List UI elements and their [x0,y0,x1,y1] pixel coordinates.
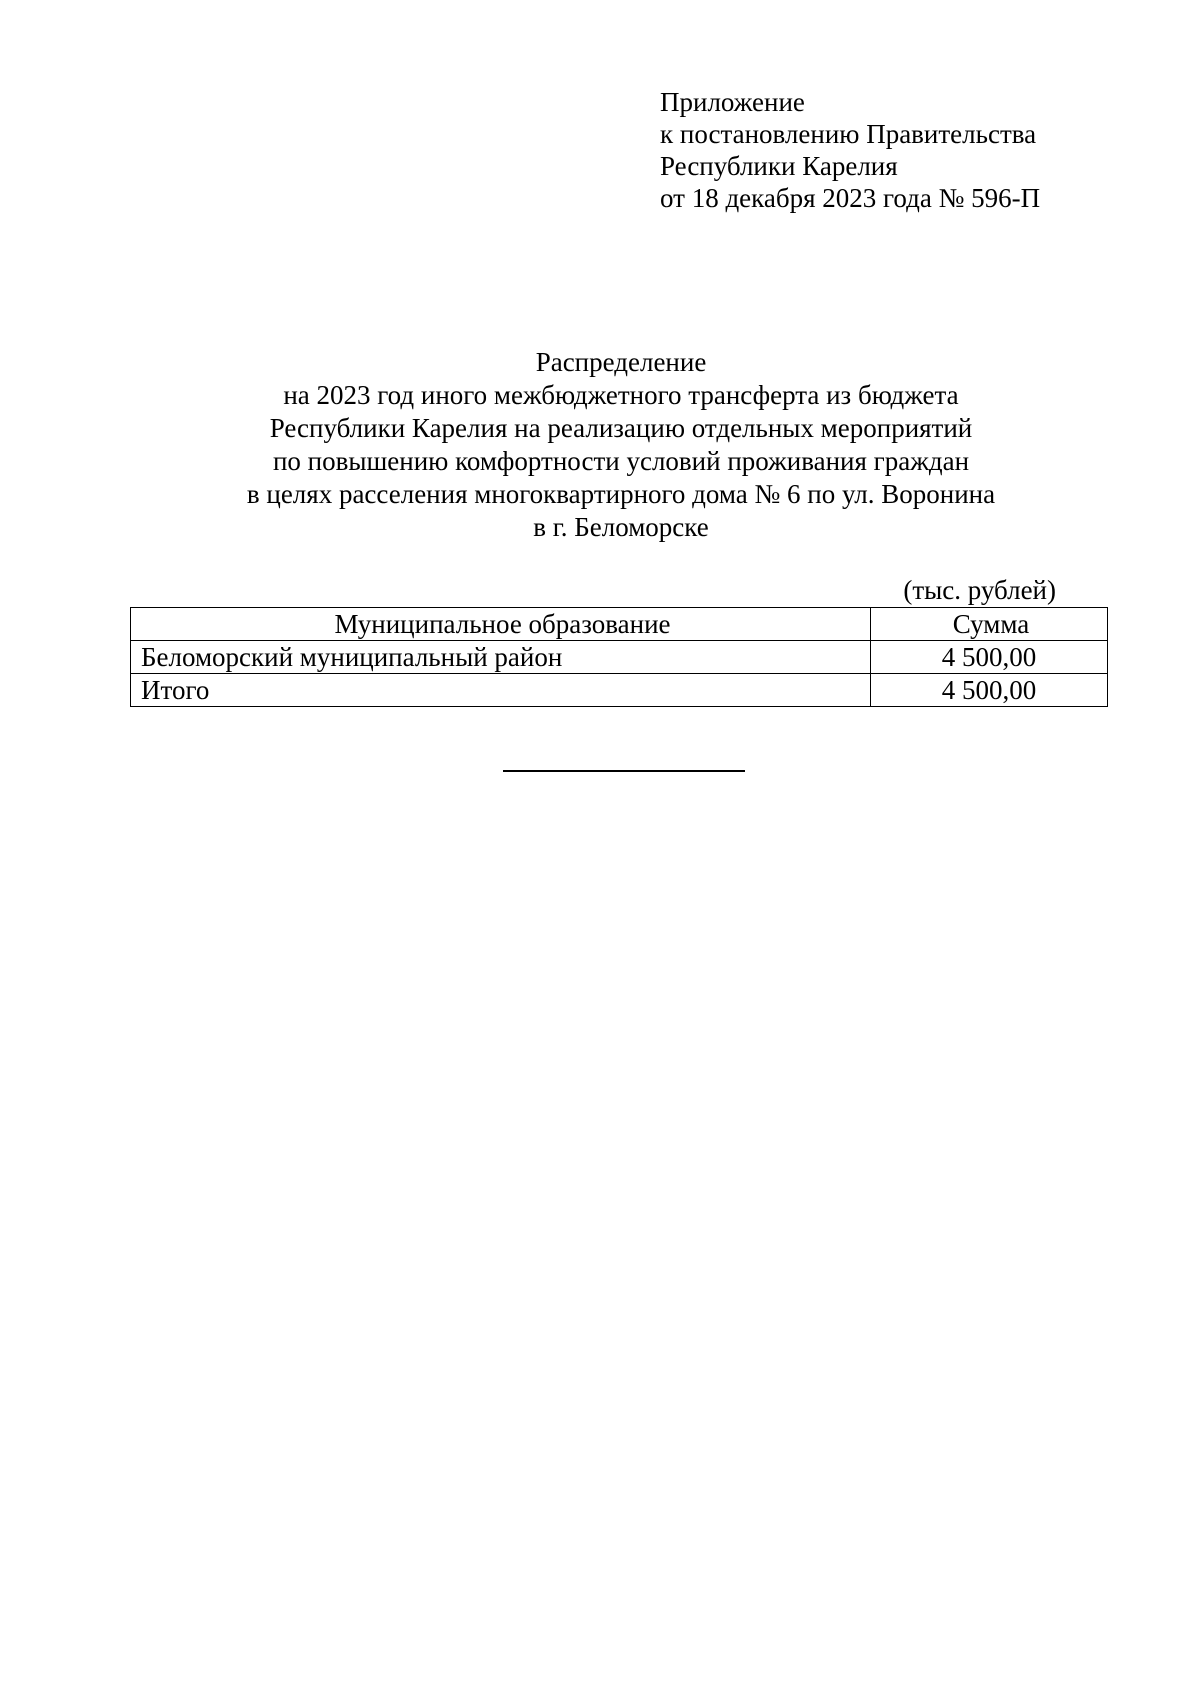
unit-label: (тыс. рублей) [903,575,1056,605]
title-line: по повышению комфортности условий проживания граждан [272,446,970,476]
total-sum-cell: 4 500,00 [871,674,1108,707]
title-line: на 2023 год иного межбюджетного трансферта из бюджета [283,380,959,410]
end-separator-line [503,770,745,772]
header-municipality: Муниципальное образование [131,608,871,641]
title-line: Распределение [535,347,707,377]
header-sum: Сумма [871,608,1108,641]
table-header-row [131,608,1108,641]
title-line: Республики Карелия на реализацию отдельных мероприятий [269,413,973,443]
total-row [131,674,1108,707]
municipality-cell: Беломорский муниципальный район [131,641,871,674]
table-row [131,641,1108,674]
document-title [130,346,1112,544]
appendix-line: к постановлению Правительства [660,119,1037,149]
title-line: в целях расселения многоквартирного дома № 6 по ул. Воронина [246,479,996,509]
appendix-header [660,86,1140,214]
distribution-table [130,607,1108,707]
appendix-line: Приложение [660,87,805,117]
sum-cell: 4 500,00 [871,641,1108,674]
total-label-cell: Итого [131,674,871,707]
appendix-line: Республики Карелия [660,151,898,181]
title-line: в г. Беломорске [533,512,709,542]
appendix-line: от 18 декабря 2023 года № 596-П [660,183,1041,213]
